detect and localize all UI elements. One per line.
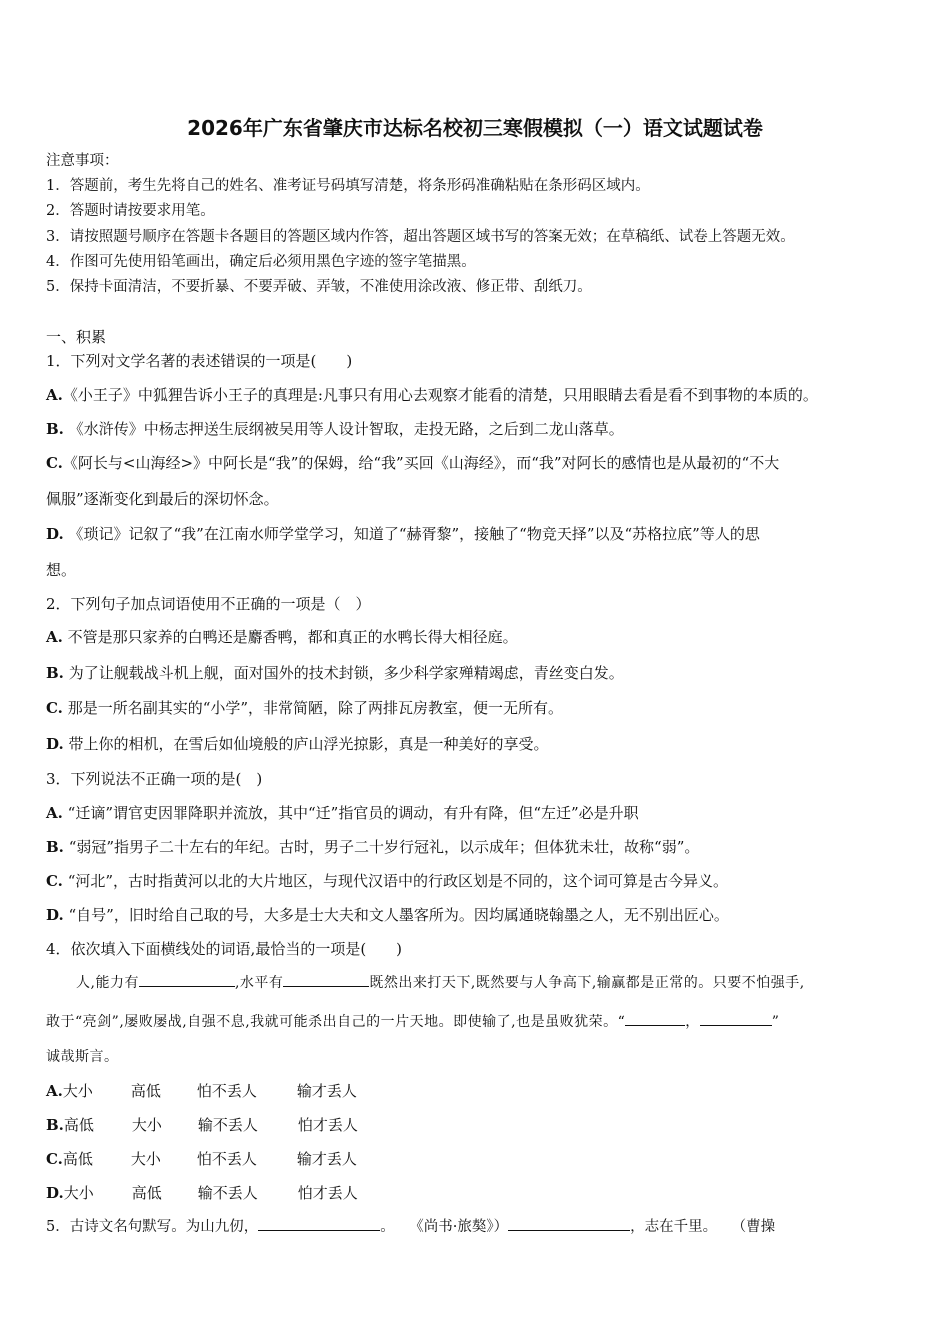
- passage-text: ，: [685, 1014, 700, 1030]
- option-text: 带上你的相机，在雪后如仙境般的庐山浮光掠影，真是一种美好的享受。: [68, 735, 549, 753]
- passage-line: 诚哉斯言。: [46, 1049, 119, 1065]
- option-label: A.: [46, 386, 63, 404]
- option-d: [46, 733, 910, 755]
- option-d-continued: 想。: [46, 561, 77, 579]
- option-label: D.: [46, 1184, 64, 1202]
- option-a: [46, 1080, 910, 1102]
- question-stem: 1．下列对文学名著的表述错误的一项是( ): [46, 352, 353, 370]
- option-word: 输不丢人: [197, 1184, 258, 1202]
- option-a: [46, 626, 910, 648]
- question-stem: 3．下列说法不正确一项的是( ): [46, 770, 263, 788]
- question-text: 5．古诗文名句默写。为山九仞，: [46, 1219, 259, 1235]
- option-word: 高低: [63, 1116, 94, 1134]
- option-word: 高低: [131, 1184, 162, 1202]
- option-d: [46, 904, 910, 926]
- option-label: D.: [46, 906, 64, 924]
- option-b: [46, 1114, 910, 1136]
- option-word: 高低: [62, 1150, 93, 1168]
- option-text: “弱冠”指男子二十左右的年纪。古时，男子二十岁行冠礼，以示成年；但体犹未壮，故称“弱”。: [68, 838, 700, 856]
- option-b: [46, 662, 910, 684]
- fill-blank[interactable]: [625, 1011, 685, 1026]
- option-label: D.: [46, 735, 64, 753]
- option-label: C.: [46, 699, 63, 717]
- option-word: 大小: [63, 1184, 94, 1202]
- option-word: 怕不丢人: [196, 1150, 257, 1168]
- option-c: [46, 697, 910, 719]
- section-heading: 一、积累: [46, 328, 107, 346]
- option-a: [46, 384, 910, 406]
- passage-text: 既然出来打天下,既然要与人争高下,输赢都是正常的。只要不怕强手,: [369, 975, 805, 991]
- option-label: A.: [46, 804, 63, 822]
- option-c: [46, 870, 910, 892]
- notice-heading: 注意事项：: [46, 153, 119, 169]
- option-c: [46, 452, 910, 474]
- option-text: 《琐记》记叙了“我”在江南水师学堂学习，知道了“赫胥黎”，接触了“物竞天择”以及“苏格拉底”等人的思: [68, 525, 760, 543]
- option-a: [46, 802, 910, 824]
- option-d: [46, 523, 910, 545]
- option-label: B.: [46, 420, 64, 438]
- question-stem: 2．下列句子加点词语使用不正确的一项是（ ）: [46, 595, 371, 613]
- passage-line: [46, 1011, 910, 1033]
- option-text: 《小王子》中狐狸告诉小王子的真理是:凡事只有用心去观察才能看的清楚，只用眼睛去看是看不到事物的本质的。: [62, 386, 818, 404]
- passage-text: ,水平有: [234, 975, 284, 991]
- option-text: 《阿长与<山海经>》中阿长是“我”的保姆，给“我”买回《山海经》，而“我”对阿长的感情也是从最初的“不大: [62, 454, 780, 472]
- notice-item: 4．作图可先使用铅笔画出，确定后必须用黑色字迹的签字笔描黑。: [46, 254, 476, 270]
- option-word: 大小: [131, 1116, 162, 1134]
- notice-item: 5．保持卡面清洁，不要折暴、不要弄破、弄皱，不准使用涂改液、修正带、刮纸刀。: [46, 279, 592, 295]
- fill-blank[interactable]: [508, 1216, 630, 1231]
- option-word: 输才丢人: [296, 1150, 357, 1168]
- option-text: “迁谪”谓官吏因罪降职并流放，其中“迁”指官员的调动，有升有降，但“左迁”必是升职: [67, 804, 639, 822]
- option-label: A.: [46, 628, 63, 646]
- fill-blank[interactable]: [139, 972, 235, 987]
- option-label: A.: [46, 1082, 63, 1100]
- option-b: [46, 836, 910, 858]
- fill-blank[interactable]: [283, 972, 369, 987]
- notice-item: 3．请按照题号顺序在答题卡各题目的答题区域内作答，超出答题区域书写的答案无效；在草稿纸、试卷上答题无效。: [46, 229, 795, 245]
- option-word: 怕才丢人: [297, 1184, 358, 1202]
- passage-text: ”: [771, 1014, 780, 1030]
- notice-item: 1．答题前，考生先将自己的姓名、准考证号码填写清楚，将条形码准确粘贴在条形码区域内。: [46, 178, 650, 194]
- option-word: 输不丢人: [197, 1116, 258, 1134]
- fill-blank[interactable]: [700, 1011, 772, 1026]
- question-text: 。 《尚书·旅獒》）: [380, 1219, 509, 1235]
- option-text: 那是一所名副其实的“小学”，非常简陋，除了两排瓦房教室，便一无所有。: [67, 699, 564, 717]
- question-stem: 4．依次填入下面横线处的词语,最恰当的一项是( ): [46, 940, 403, 958]
- option-c-continued: 佩服”逐渐变化到最后的深切怀念。: [46, 490, 279, 508]
- option-text: “自号”，旧时给自己取的号，大多是士大夫和文人墨客所为。因均属通晓翰墨之人，无不别出匠心。: [68, 906, 729, 924]
- option-label: D.: [46, 525, 64, 543]
- passage-text: 敢于“亮剑”,屡败屡战,自强不息,我就可能杀出自己的一片天地。即使输了,也是虽败犹荣。“: [46, 1014, 626, 1030]
- option-word: 大小: [130, 1150, 161, 1168]
- option-word: 怕才丢人: [297, 1116, 358, 1134]
- option-text: “河北”，古时指黄河以北的大片地区，与现代汉语中的行政区划是不同的，这个词可算是古今异义。: [67, 872, 729, 890]
- option-label: B.: [46, 838, 64, 856]
- question-text: ，志在千里。 （曹操: [630, 1219, 776, 1235]
- option-text: 为了让舰载战斗机上舰，面对国外的技术封锁，多少科学家殚精竭虑，青丝变白发。: [68, 664, 624, 682]
- option-d: [46, 1182, 910, 1204]
- option-label: C.: [46, 872, 63, 890]
- option-word: 输才丢人: [296, 1082, 357, 1100]
- option-text: 不管是那只家养的白鸭还是麝香鸭，都和真正的水鸭长得大相径庭。: [67, 628, 518, 646]
- question-stem: [46, 1216, 910, 1238]
- notice-item: 2．答题时请按要求用笔。: [46, 203, 215, 219]
- option-text: 《水浒传》中杨志押送生辰纲被吴用等人设计智取，走投无路，之后到二龙山落草。: [68, 420, 624, 438]
- option-label: C.: [46, 1150, 63, 1168]
- page-title: 2026年广东省肇庆市达标名校初三寒假模拟（一）语文试题试卷: [187, 116, 763, 140]
- option-word: 高低: [130, 1082, 161, 1100]
- fill-blank[interactable]: [258, 1216, 380, 1231]
- passage-line: [76, 972, 910, 994]
- passage-text: 人,能力有: [76, 975, 139, 991]
- option-label: B.: [46, 1116, 64, 1134]
- option-c: [46, 1148, 910, 1170]
- option-b: [46, 418, 910, 440]
- option-label: B.: [46, 664, 64, 682]
- option-label: C.: [46, 454, 63, 472]
- option-word: 怕不丢人: [196, 1082, 257, 1100]
- option-word: 大小: [62, 1082, 93, 1100]
